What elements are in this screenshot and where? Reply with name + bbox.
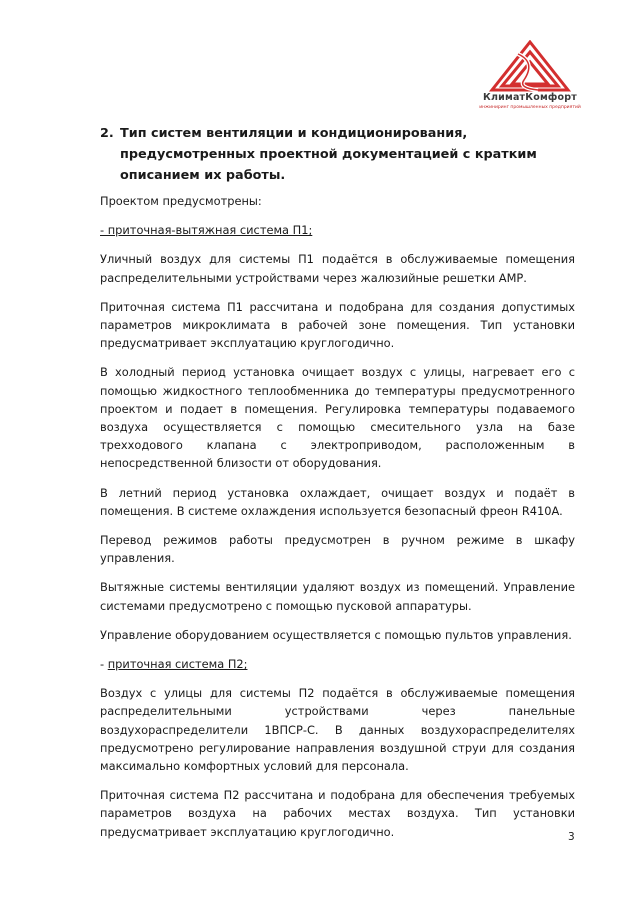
paragraph: Уличный воздух для системы П1 подаётся в обслуживаемые помещения распределительными устройствами через жалюзийные решетки АМР. [100,252,575,285]
subsystem-prefix: - [100,657,108,672]
paragraph: В летний период установка охлаждает, очищает воздух и подаёт в помещения. В системе охлаждения используется безопасный фреон R410A. [100,485,575,518]
triangle-logo-icon [488,40,572,92]
document-body [100,192,575,852]
section-number: 2. [100,126,114,141]
company-logo [470,40,590,112]
logo-name: КлиматКомфорт [483,92,577,103]
section-title: Тип систем вентиляции и кондиционирования, предусмотренных проектной документацией с кратким описанием их работы. [120,126,537,183]
logo-tagline: инжиниринг промышленных предприятий [479,105,581,110]
subsystem-title: - приточная-вытяжная система П1; [100,223,313,238]
subsystem-title: приточная система П2; [107,657,248,672]
subsystem-item-p1 [100,221,575,239]
paragraph: Вытяжные системы вентиляции удаляют воздух из помещений. Управление системами предусмотрено с помощью пусковой аппаратуры. [100,580,575,613]
page-number: 3 [568,831,575,843]
section-heading [100,123,575,186]
paragraph: Управление оборудованием осуществляется с помощью пультов управления. [100,627,572,642]
paragraph: Проектом предусмотрены: [100,194,262,208]
paragraph: Воздух с улицы для системы П2 подаётся в обслуживаемые помещения распределительными устройствами через панельные воздухораспределители 1ВПСР-С. В данных воздухораспределителях предусмотрено регулирование направления воздушной струи для создания максимально комфортных условий для персонала. [100,686,575,774]
paragraph: Приточная система П2 рассчитана и подобрана для обеспечения требуемых параметров воздуха на рабочих местах воздуха. Тип установки предусматривает эксплуатацию круглогодично. [100,788,575,839]
paragraph: Приточная система П1 рассчитана и подобрана для создания допустимых параметров микроклимата в рабочей зоне помещения. Тип установки предусматривает эксплуатацию круглогодично. [100,299,575,351]
subsystem-item-p2 [100,655,575,673]
paragraph: Перевод режимов работы предусмотрен в ручном режиме в шкафу управления. [100,533,575,566]
paragraph: В холодный период установка очищает воздух с улицы, нагревает его с помощью жидкостного теплообменника до температуры предусмотренного проектом и подает в помещения. Регулировка температуры подаваемого воздуха осуществляется с помощью смесительного узла на базе трехходового клапана с электроприводом, расположенным в непосредственной близости от оборудования. [100,365,575,471]
